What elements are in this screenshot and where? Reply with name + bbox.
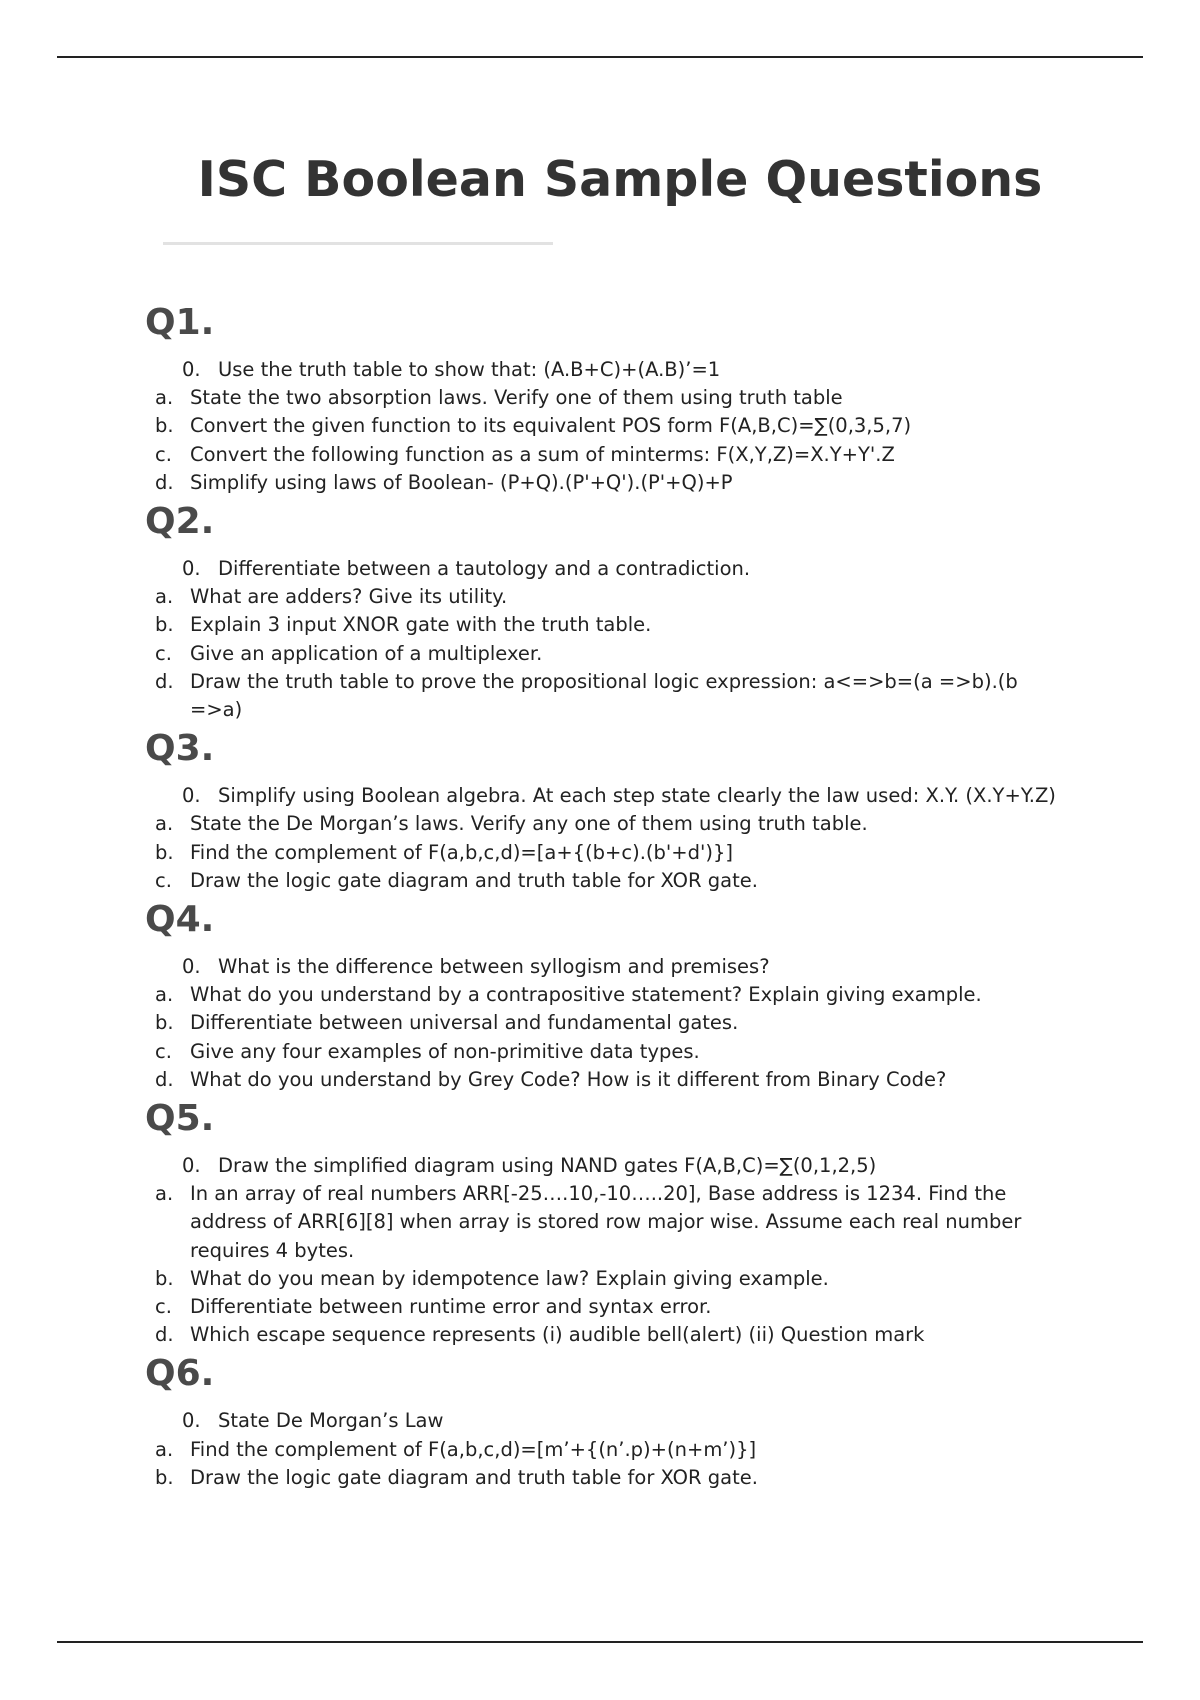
item-text: What is the difference between syllogism and premises? [218,955,770,979]
item-marker: a. [155,585,174,609]
question-item [0,981,1070,1009]
question-item-list [0,555,1200,724]
item-marker: a. [155,812,174,836]
item-text: State the De Morgan’s laws. Verify any one of them using truth table. [190,812,868,836]
top-rule [57,56,1143,58]
item-text: Find the complement of F(a,b,c,d)=[m’+{(n’.p)+(n+m’)}] [190,1437,757,1461]
question-item [0,1464,1070,1492]
question-item [0,1066,1070,1094]
item-marker: b. [155,1465,174,1489]
question-item [0,412,1070,440]
question-item [0,668,1070,724]
bottom-rule [57,1641,1143,1643]
item-text: Simplify using laws of Boolean- (P+Q).(P'+Q').(P'+Q)+P [190,470,733,494]
item-text: State De Morgan’s Law [218,1409,444,1433]
title-underline [163,242,553,245]
item-text: Draw the truth table to prove the propositional logic expression: a<=>b=(a =>b).(b =>a) [190,669,1018,722]
questions-container [0,300,1200,1494]
question-heading: Q6. [145,1353,215,1395]
question-item [0,583,1070,611]
item-marker: d. [155,470,174,494]
question-heading: Q4. [145,899,215,941]
item-text: Draw the logic gate diagram and truth table for XOR gate. [190,868,758,892]
item-marker: d. [155,669,174,693]
question-item-list [0,356,1200,497]
page-title: ISC Boolean Sample Questions [197,151,1043,208]
question-item [0,356,1098,384]
question-item-list [0,953,1200,1094]
question-item-list [0,1152,1200,1349]
item-text: What do you mean by idempotence law? Explain giving example. [190,1266,829,1290]
item-text: Find the complement of F(a,b,c,d)=[a+{(b+c).(b'+d')}] [190,840,733,864]
question-item [0,1152,1098,1180]
item-text: Differentiate between runtime error and syntax error. [190,1295,712,1319]
item-marker: c. [155,1295,172,1319]
question-item [0,782,1098,810]
item-marker: c. [155,641,172,665]
item-text: Simplify using Boolean algebra. At each step state clearly the law used: X.Y. (X.Y+Y.Z) [218,784,1056,808]
item-text: Differentiate between a tautology and a contradiction. [218,557,751,581]
question-item [0,1436,1070,1464]
item-marker: a. [155,983,174,1007]
question-item [0,839,1070,867]
item-text: Convert the following function as a sum of minterms: F(X,Y,Z)=X.Y+Y'.Z [190,442,895,466]
item-marker: a. [155,386,174,410]
item-text: Which escape sequence represents (i) audible bell(alert) (ii) Question mark [190,1323,925,1347]
item-text: Draw the simplified diagram using NAND gates F(A,B,C)=∑(0,1,2,5) [218,1154,877,1178]
question-item [0,953,1098,981]
item-marker: 0. [182,784,201,808]
question-item-list [0,1407,1200,1492]
question-item [0,810,1070,838]
question-item [0,441,1070,469]
item-text: In an array of real numbers ARR[-25….10,-10…..20], Base address is 1234. Find the address of ARR[6][8] when array is stored row major wise. Assume each real number requires 4 bytes. [190,1182,1022,1262]
item-marker: d. [155,1067,174,1091]
item-text: Convert the given function to its equivalent POS form F(A,B,C)=∑(0,3,5,7) [190,414,912,438]
question-item [0,1265,1070,1293]
question-item [0,1038,1070,1066]
item-marker: a. [155,1437,174,1461]
item-text: What are adders? Give its utility. [190,585,508,609]
question-heading: Q1. [145,302,215,343]
question-section [0,1351,1200,1492]
question-item [0,1293,1070,1321]
item-marker: 0. [182,358,201,381]
question-item-list [0,782,1200,895]
question-item [0,1009,1070,1037]
question-item [0,1180,1070,1265]
question-item [0,867,1070,895]
question-item [0,469,1070,497]
item-marker: b. [155,1266,174,1290]
item-text: What do you understand by Grey Code? How is it different from Binary Code? [190,1067,947,1091]
item-marker: c. [155,868,172,892]
question-section [0,726,1200,895]
item-marker: b. [155,840,174,864]
item-marker: 0. [182,557,201,581]
item-text: Give an application of a multiplexer. [190,641,543,665]
question-section [0,499,1200,724]
question-item [0,555,1098,583]
item-text: What do you understand by a contrapositive statement? Explain giving example. [190,983,982,1007]
question-item [0,1407,1098,1435]
item-marker: c. [155,442,172,466]
question-heading: Q2. [145,501,215,543]
question-item [0,384,1070,412]
item-marker: b. [155,1011,174,1035]
question-item [0,640,1070,668]
question-heading: Q5. [145,1098,215,1140]
item-marker: d. [155,1323,174,1347]
item-marker: c. [155,1039,172,1063]
item-text: Explain 3 input XNOR gate with the truth table. [190,613,652,637]
item-text: State the two absorption laws. Verify one of them using truth table [190,386,843,410]
item-marker: b. [155,414,174,438]
question-item [0,611,1070,639]
item-marker: 0. [182,1154,201,1178]
item-text: Differentiate between universal and fundamental gates. [190,1011,739,1035]
question-section [0,300,1200,497]
question-section [0,897,1200,1094]
question-heading: Q3. [145,728,215,770]
item-marker: b. [155,613,174,637]
item-marker: a. [155,1182,174,1206]
item-text: Use the truth table to show that: (A.B+C)+(A.B)’=1 [218,358,721,381]
question-item [0,1321,1070,1349]
item-text: Draw the logic gate diagram and truth table for XOR gate. [190,1465,758,1489]
item-marker: 0. [182,955,201,979]
question-section [0,1096,1200,1349]
item-text: Give any four examples of non-primitive data types. [190,1039,700,1063]
item-marker: 0. [182,1409,201,1433]
